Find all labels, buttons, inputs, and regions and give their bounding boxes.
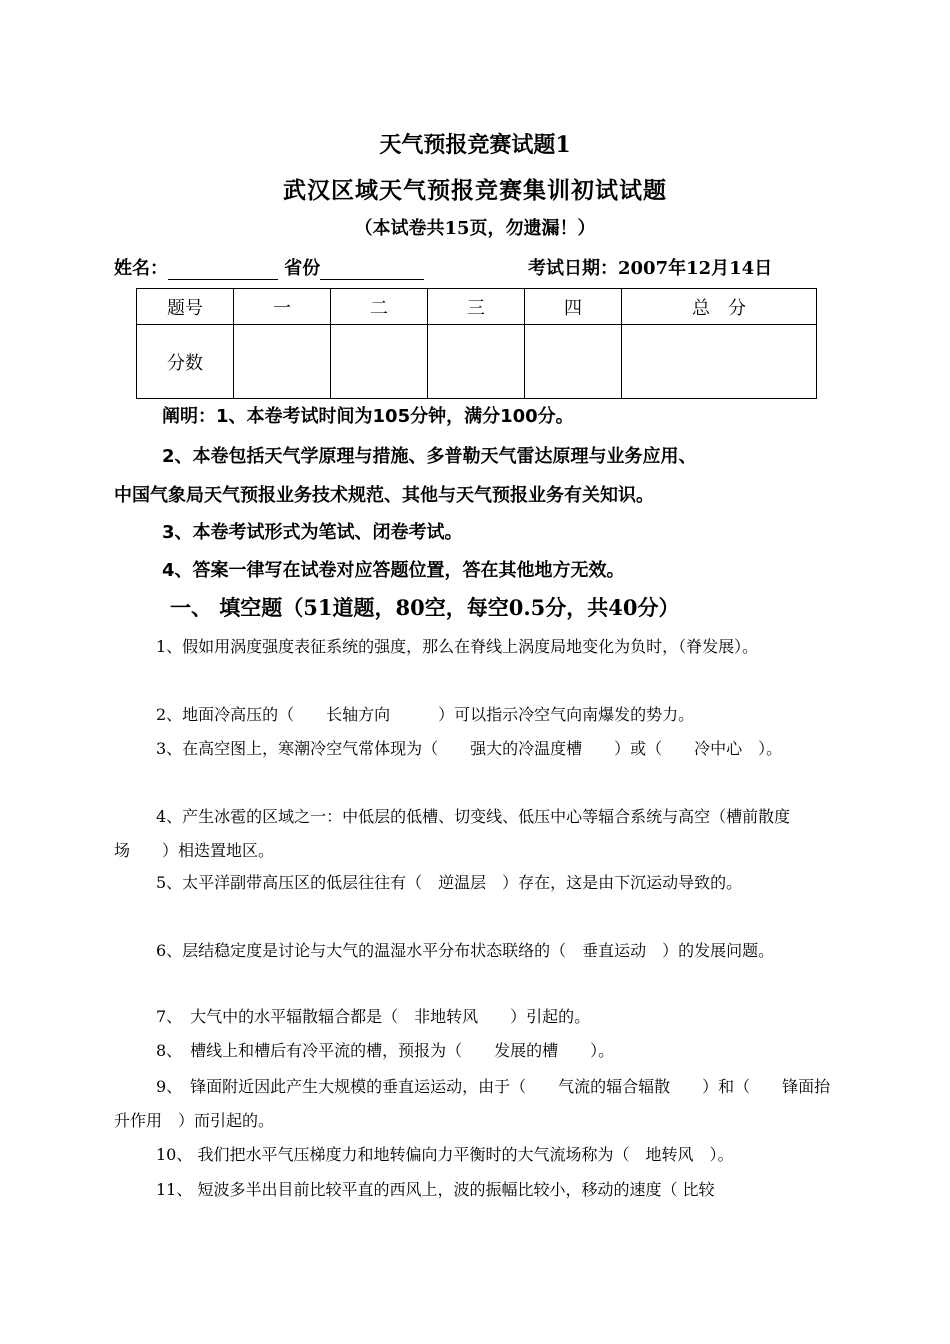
name-label: 姓名： [114, 258, 168, 279]
title-subtitle: 武汉区域天气预报竞赛集训初试试题 [283, 177, 667, 204]
question-3: 3、在高空图上，寒潮冷空气常体现为（ 强大的冷温度槽 ）或（ 冷中心 ）。 [156, 739, 783, 758]
province-blank[interactable] [320, 259, 424, 280]
question-5: 5、太平洋副带高压区的低层往往有（ 逆温层 ）存在，这是由下沉运动导致的。 [156, 873, 743, 892]
score-cell-1: 一 [234, 289, 331, 325]
score-input-2[interactable] [331, 325, 428, 399]
score-value-row [137, 325, 817, 399]
question-10: 10、 我们把水平气压梯度力和地转偏向力平衡时的大气流场称为（ 地转风 ）。 [156, 1145, 734, 1164]
note-2-cont: 中国气象局天气预报业务技术规范、其他与天气预报业务有关知识。 [114, 485, 654, 506]
question-7: 7、 大气中的水平辐散辐合都是（ 非地转风 ）引起的。 [156, 1007, 591, 1026]
question-4: 4、产生冰雹的区域之一：中低层的低槽、切变线、低压中心等辐合系统与高空（槽前散度场 ）相迭置地区。 [114, 807, 791, 860]
score-table [136, 288, 817, 399]
score-cell-2: 二 [331, 289, 428, 325]
note-2: 2、本卷包括天气学原理与措施、多普勒天气雷达原理与业务应用、 [162, 446, 697, 467]
province-label: 省份 [284, 258, 321, 279]
score-input-1[interactable] [234, 325, 331, 399]
section-heading: 一、 填空题（51道题，80空，每空0.5分，共40分） [170, 595, 680, 620]
score-cell-total: 总 分 [622, 289, 817, 325]
name-field [114, 254, 424, 280]
score-header-row [137, 289, 817, 325]
score-cell-3: 三 [428, 289, 525, 325]
title-page-note: （本试卷共15页，勿遗漏！） [354, 218, 596, 239]
question-2: 2、地面冷高压的（ 长轴方向 ）可以指示冷空气向南爆发的势力。 [156, 705, 695, 724]
note-3: 3、本卷考试形式为笔试、闭卷考试。 [162, 522, 463, 543]
exam-date: 考试日期：2007年12月14日 [528, 258, 773, 279]
title-main: 天气预报竞赛试题1 [379, 132, 571, 158]
score-input-total[interactable] [622, 325, 817, 399]
question-11: 11、 短波多半出目前比较平直的西风上，波的振幅比较小，移动的速度（ 比较 [156, 1180, 715, 1199]
score-cell-4: 四 [525, 289, 622, 325]
note-4: 4、答案一律写在试卷对应答题位置，答在其他地方无效。 [162, 560, 625, 581]
note-1: 阐明：1、本卷考试时间为105分钟，满分100分。 [162, 406, 574, 427]
score-input-3[interactable] [428, 325, 525, 399]
score-row-label: 分数 [137, 325, 234, 399]
score-input-4[interactable] [525, 325, 622, 399]
score-cell-label: 题号 [137, 289, 234, 325]
name-blank[interactable] [168, 259, 278, 280]
question-1: 1、假如用涡度强度表征系统的强度，那么在脊线上涡度局地变化为负时，（脊发展）。 [156, 637, 759, 656]
question-6: 6、层结稳定度是讨论与大气的温湿水平分布状态联络的（ 垂直运动 ）的发展问题。 [156, 941, 775, 960]
question-9: 9、 锋面附近因此产生大规模的垂直运运动，由于（ 气流的辐合辐散 ）和（ 锋面抬升作用 ）而引起的。 [114, 1077, 831, 1130]
question-8: 8、 槽线上和槽后有冷平流的槽，预报为（ 发展的槽 ）。 [156, 1041, 615, 1060]
